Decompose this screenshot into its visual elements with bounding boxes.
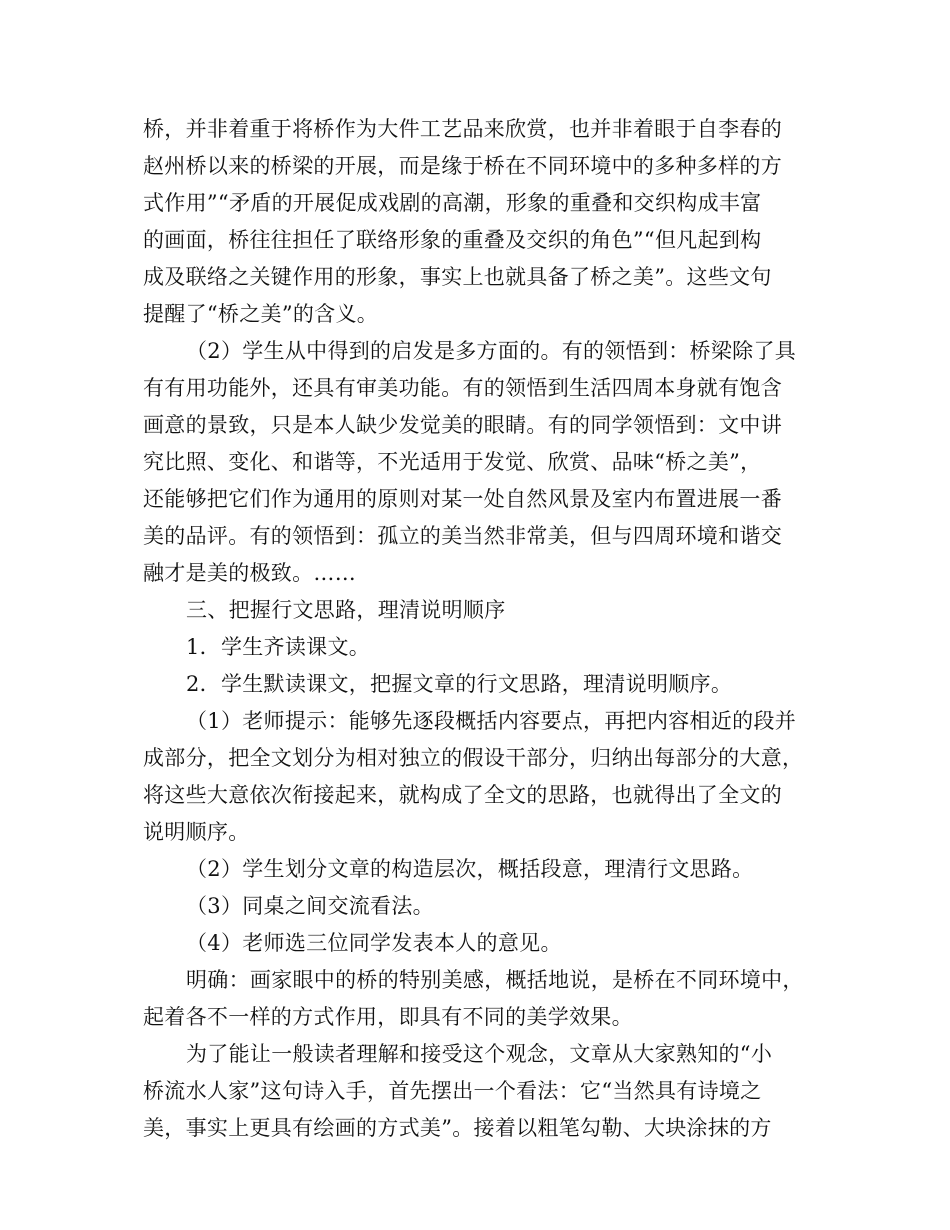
- text-line: （3）同桌之间交流看法。: [186, 894, 434, 918]
- section-heading: 三、把握行文思路，理清说明顺序: [186, 598, 506, 622]
- text-line: （1）老师提示：能够先逐段概括内容要点，再把内容相近的段并: [186, 709, 797, 733]
- text-line: 还能够把它们作为通用的原则对某一处自然风景及室内布置进展一番: [143, 487, 782, 511]
- text-line: 2．学生默读课文，把握文章的行文思路，理清说明顺序。: [186, 672, 733, 696]
- text-line: 融才是美的极致。……: [143, 561, 356, 585]
- text-line: 明确：画家眼中的桥的特别美感，概括地说，是桥在不同环境中，: [186, 968, 804, 992]
- text-line: 起着各不一样的方式作用，即具有不同的美学效果。: [143, 1005, 633, 1029]
- text-line: 美的品评。有的领悟到：孤立的美当然非常美，但与四周环境和谐交: [143, 524, 782, 548]
- text-line: 成部分，把全文划分为相对独立的假设干部分，归纳出每部分的大意，: [143, 746, 804, 770]
- text-line: 究比照、变化、和谐等，不光适用于发觉、欣赏、品味“桥之美”，: [143, 450, 762, 474]
- text-line: 式作用”“矛盾的开展促成戏剧的高潮，形象的重叠和交织构成丰富: [143, 191, 762, 215]
- text-line: 成及联络之关键作用的形象，事实上也就具备了桥之美”。这些文句: [143, 265, 772, 289]
- text-line: 将这些大意依次衔接起来，就构成了全文的思路，也就得出了全文的: [143, 783, 782, 807]
- text-line: 赵州桥以来的桥梁的开展，而是缘于桥在不同环境中的多种多样的方: [143, 154, 782, 178]
- text-line: 提醒了“桥之美”的含义。: [143, 302, 379, 326]
- text-line: 桥流水人家”这句诗入手，首先摆出一个看法：它“当然具有诗境之: [143, 1079, 762, 1103]
- text-line: 有有用功能外，还具有审美功能。有的领悟到生活四周本身就有饱含: [143, 376, 782, 400]
- text-line: 说明顺序。: [143, 820, 250, 844]
- text-line: （2）学生划分文章的构造层次，概括段意，理清行文思路。: [186, 857, 754, 881]
- text-line: 1．学生齐读课文。: [186, 635, 371, 659]
- text-line: 画意的景致，只是本人缺少发觉美的眼睛。有的同学领悟到：文中讲: [143, 413, 782, 437]
- text-line: 的画面，桥往往担任了联络形象的重叠及交织的角色”“但凡起到构: [143, 228, 762, 252]
- text-line: 为了能让一般读者理解和接受这个观念，文章从大家熟知的“小: [186, 1042, 773, 1066]
- text-line: 美，事实上更具有绘画的方式美”。接着以粗笔勾勒、大块涂抹的方: [143, 1116, 772, 1140]
- text-line: （4）老师选三位同学发表本人的意见。: [186, 931, 562, 955]
- text-line: 桥，并非着重于将桥作为大件工艺品来欣赏，也并非着眼于自李春的: [143, 117, 782, 141]
- text-line: （2）学生从中得到的启发是多方面的。有的领悟到：桥梁除了具: [186, 339, 797, 363]
